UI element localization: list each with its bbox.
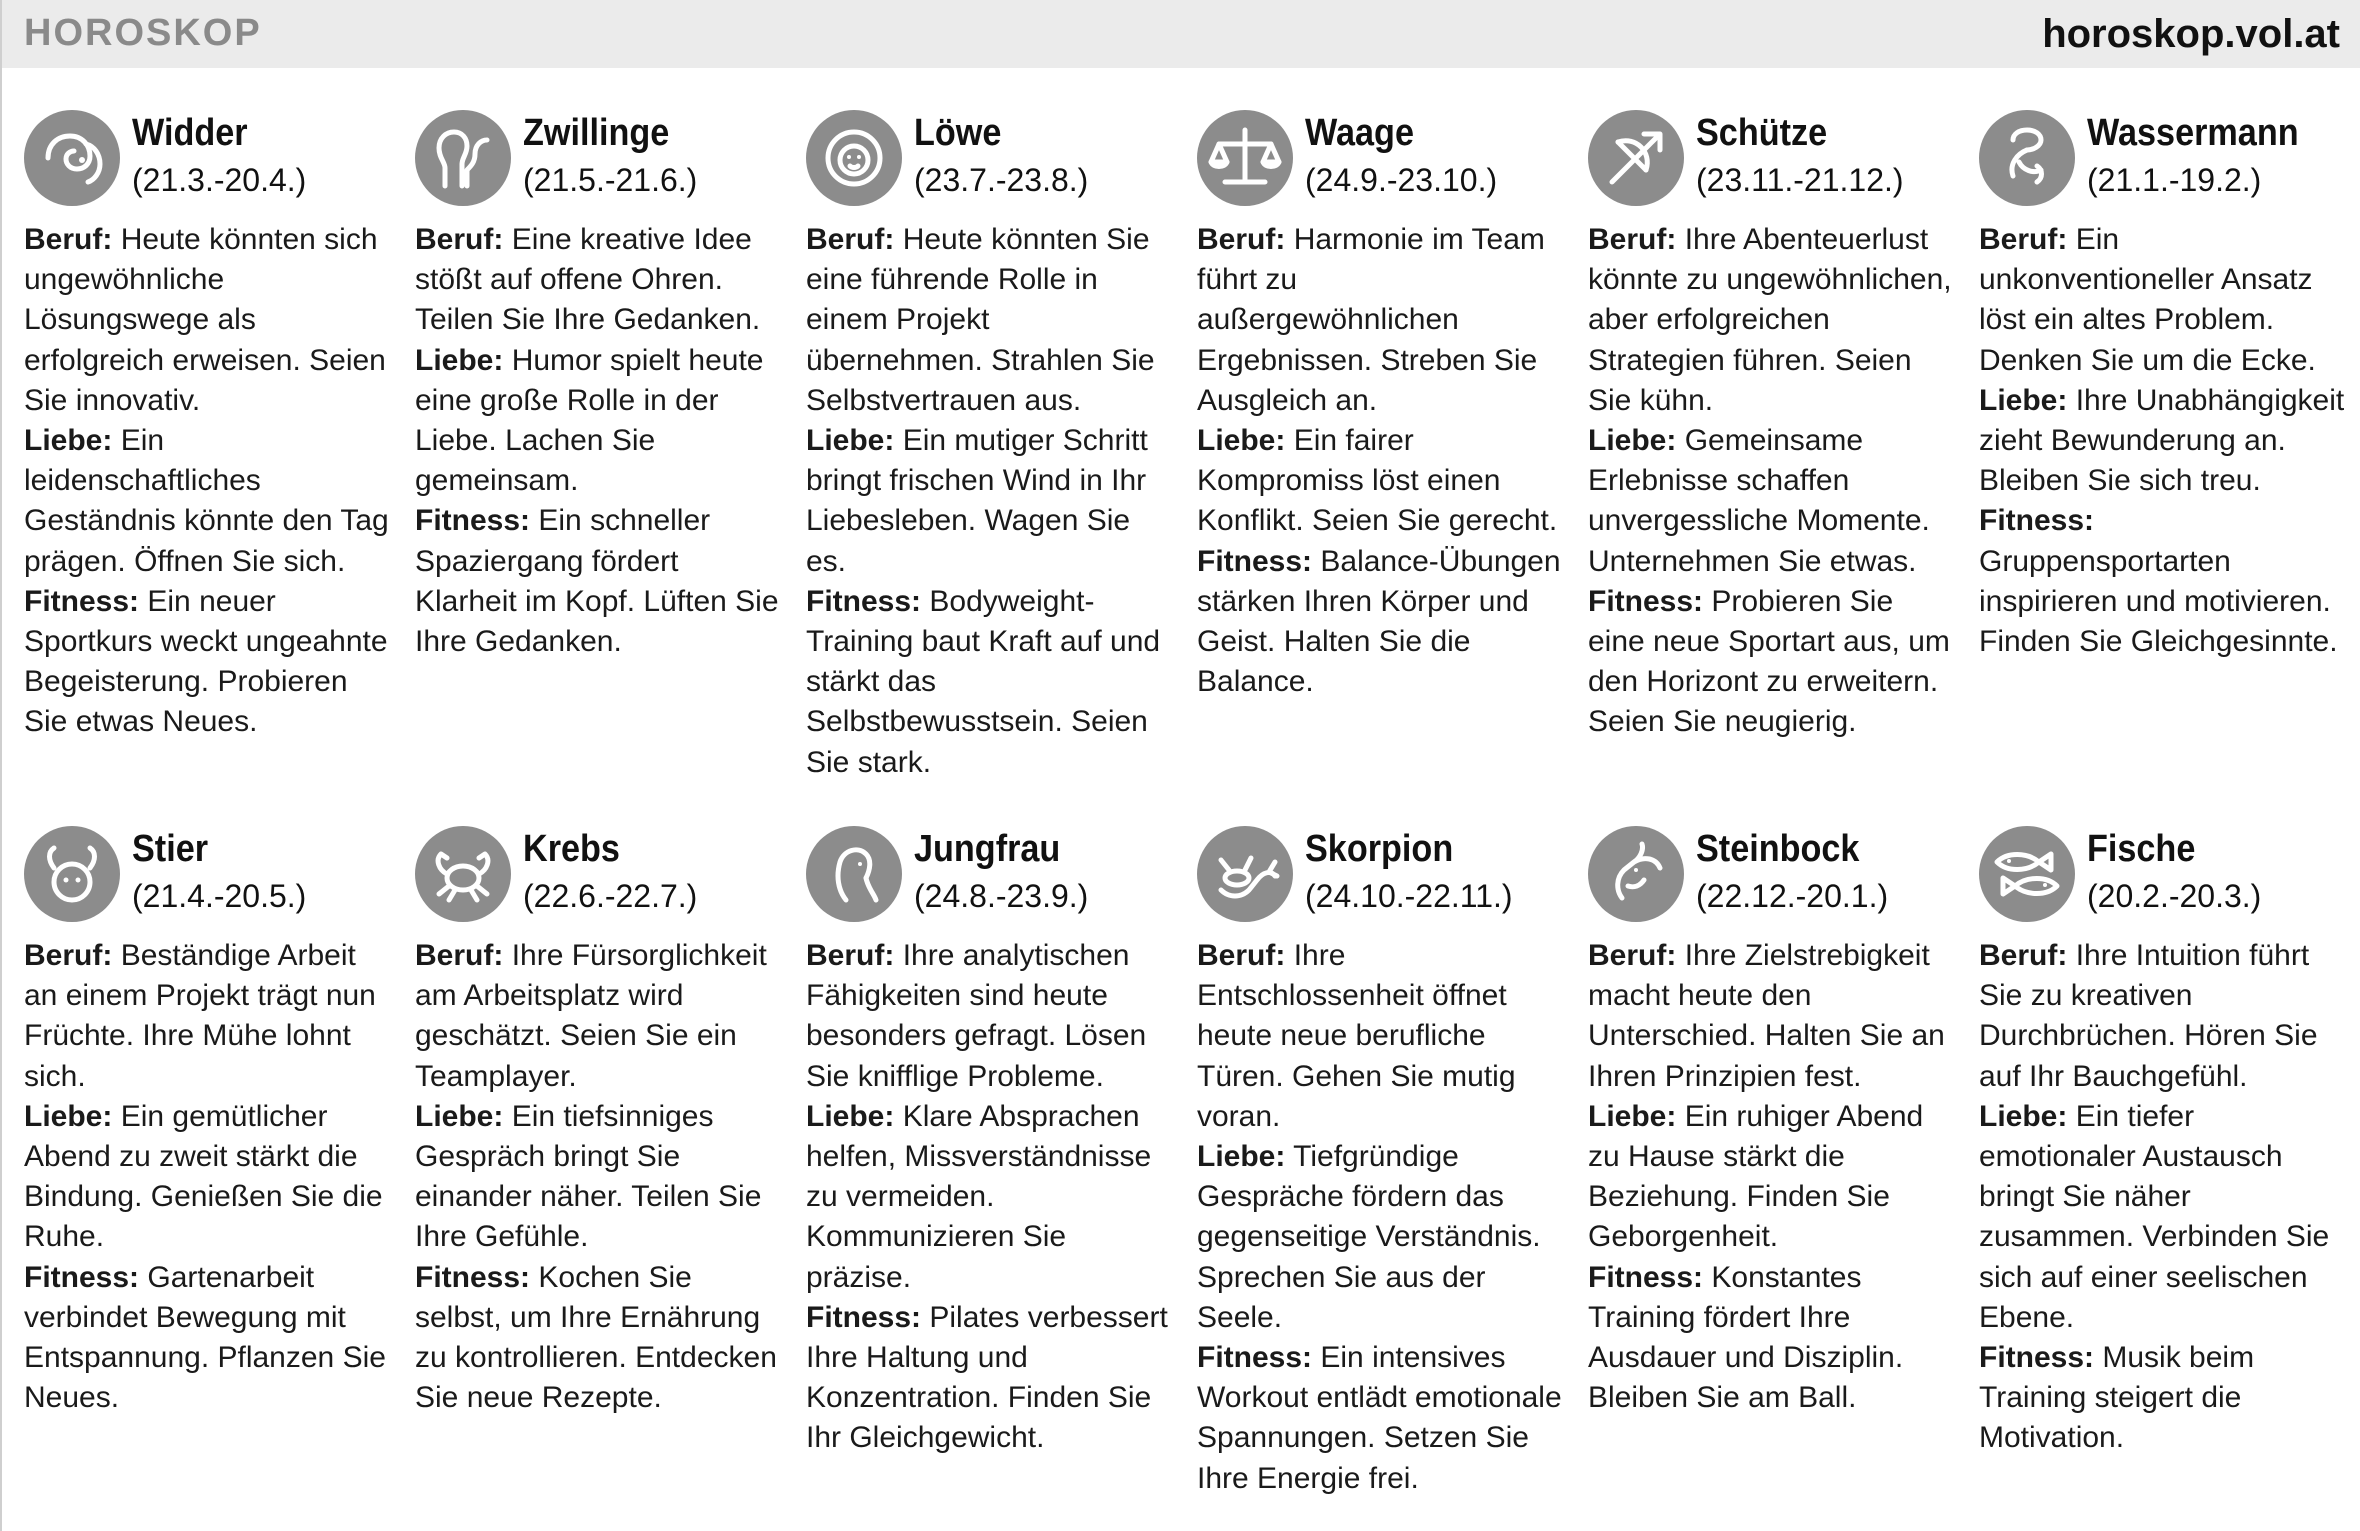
sign-header: [1197, 106, 1588, 218]
liebe-paragraph: [1588, 421, 1956, 582]
sign-card-krebs: [415, 822, 806, 1502]
sign-header: [806, 106, 1197, 218]
beruf-label: Beruf:: [1197, 939, 1286, 972]
section-title: HOROSKOP: [24, 12, 262, 54]
fitness-paragraph: [24, 582, 392, 743]
liebe-label: Liebe:: [806, 1099, 895, 1133]
sign-date-range: (24.8.-23.9.): [914, 878, 1089, 914]
liebe-text: Ein leidenschaftliches Geständnis könnte den Tag prägen. Öffnen Sie sich.: [24, 424, 389, 578]
sign-name: Krebs: [523, 828, 620, 870]
beruf-label: Beruf:: [24, 939, 113, 972]
sign-name: Wassermann: [2087, 112, 2299, 154]
liebe-paragraph: [24, 1097, 392, 1258]
fitness-label: Fitness:: [1588, 584, 1704, 618]
liebe-text: Ein ruhiger Abend zu Hause stärkt die Beziehung. Finden Sie Geborgenheit.: [1588, 1099, 1924, 1254]
sign-header: [1588, 106, 1979, 218]
beruf-label: Beruf:: [1197, 223, 1286, 256]
sign-name: Schütze: [1696, 112, 1828, 154]
beruf-text: Heute könnten Sie eine führende Rolle in einem Projekt übernehmen. Strahlen Sie Selbstvertrauen aus.: [806, 223, 1155, 417]
liebe-text: Ein mutiger Schritt bringt frischen Wind in Ihr Liebesleben. Wagen Sie es.: [806, 424, 1148, 578]
fitness-text: Bodyweight-Training baut Kraft auf und stärkt das Selbstbewusstsein. Seien Sie stark.: [806, 584, 1161, 779]
beruf-paragraph: [1588, 220, 1956, 421]
fitness-label: Fitness:: [24, 584, 140, 618]
capricorn-goat-icon: [1588, 826, 1684, 922]
sign-text: [1197, 220, 1565, 702]
scorpio-scorpion-icon: [1197, 826, 1293, 922]
aquarius-water-bearer-icon: [1979, 110, 2075, 206]
libra-scales-icon: [1197, 110, 1293, 206]
sign-text: [24, 220, 392, 743]
sign-name: Steinbock: [1696, 828, 1860, 870]
fitness-paragraph: [806, 582, 1174, 783]
liebe-label: Liebe:: [415, 1099, 504, 1133]
beruf-label: Beruf:: [1979, 939, 2068, 972]
fitness-paragraph: [1588, 1258, 1956, 1419]
fitness-text: Ein intensives Workout entlädt emotionale Spannungen. Setzen Sie Ihre Energie frei.: [1197, 1341, 1562, 1495]
sign-date-range: (24.10.-22.11.): [1305, 878, 1513, 914]
beruf-text: Ihre analytischen Fähigkeiten sind heute besonders gefragt. Lösen Sie knifflige Probleme.: [806, 939, 1147, 1093]
liebe-label: Liebe:: [24, 1099, 113, 1133]
fitness-label: Fitness:: [1197, 1341, 1313, 1375]
fitness-label: Fitness:: [415, 1260, 531, 1294]
liebe-label: Liebe:: [806, 424, 895, 458]
beruf-paragraph: [806, 220, 1174, 421]
liebe-paragraph: [1979, 1097, 2347, 1338]
fitness-paragraph: [415, 1258, 783, 1419]
liebe-paragraph: [415, 341, 783, 502]
fitness-paragraph: [1197, 1338, 1565, 1499]
sign-header: [1588, 822, 1979, 934]
sign-header: [415, 822, 806, 934]
fitness-label: Fitness:: [1588, 1260, 1704, 1294]
fitness-paragraph: [1588, 582, 1956, 743]
beruf-text: Beständige Arbeit an einem Projekt trägt nun Früchte. Ihre Mühe lohnt sich.: [24, 939, 376, 1093]
beruf-label: Beruf:: [1979, 223, 2068, 256]
liebe-paragraph: [1197, 421, 1565, 542]
sign-name: Löwe: [914, 112, 1002, 154]
beruf-paragraph: [806, 936, 1174, 1097]
fitness-label: Fitness:: [1979, 504, 2095, 538]
sign-text: [415, 220, 783, 662]
sign-text: [1979, 220, 2347, 662]
fitness-text: Probieren Sie eine neue Sportart aus, um den Horizont zu erweitern. Seien Sie neugierig.: [1588, 584, 1950, 739]
sign-text: [1588, 220, 1956, 743]
beruf-text: Ihre Entschlossenheit öffnet heute neue berufliche Türen. Gehen Sie mutig voran.: [1197, 939, 1516, 1133]
sign-name: Fische: [2087, 828, 2196, 870]
beruf-label: Beruf:: [806, 939, 895, 972]
sign-text: [24, 936, 392, 1418]
fitness-label: Fitness:: [806, 584, 922, 618]
liebe-paragraph: [806, 421, 1174, 582]
liebe-paragraph: [806, 1097, 1174, 1298]
liebe-label: Liebe:: [1979, 1099, 2068, 1133]
site-url[interactable]: horoskop.vol.at: [2042, 12, 2340, 56]
sign-date-range: (22.12.-20.1.): [1696, 878, 1889, 914]
beruf-paragraph: [1588, 936, 1956, 1097]
beruf-paragraph: [415, 220, 783, 341]
sign-text: [1588, 936, 1956, 1418]
sign-card-zwillinge: [415, 106, 806, 822]
liebe-paragraph: [415, 1097, 783, 1258]
sign-name: Waage: [1305, 112, 1414, 154]
beruf-text: Harmonie im Team führt zu außergewöhnlichen Ergebnissen. Streben Sie Ausgleich an.: [1197, 223, 1545, 417]
liebe-text: Ein fairer Kompromiss löst einen Konflikt. Seien Sie gerecht.: [1197, 424, 1558, 538]
sign-date-range: (21.1.-19.2.): [2087, 162, 2262, 198]
signs-grid: [24, 106, 2344, 1502]
fitness-label: Fitness:: [1197, 544, 1313, 578]
beruf-paragraph: [24, 936, 392, 1097]
sign-text: [806, 936, 1174, 1459]
sign-date-range: (24.9.-23.10.): [1305, 162, 1498, 198]
sagittarius-bow-icon: [1588, 110, 1684, 206]
sign-header: [806, 822, 1197, 934]
beruf-label: Beruf:: [806, 223, 895, 256]
fitness-label: Fitness:: [1979, 1341, 2095, 1375]
fitness-text: Konstantes Training fördert Ihre Ausdauer und Disziplin. Bleiben Sie am Ball.: [1588, 1260, 1904, 1415]
sign-date-range: (23.7.-23.8.): [914, 162, 1089, 198]
liebe-text: Gemeinsame Erlebnisse schaffen unvergessliche Momente. Unternehmen Sie etwas.: [1588, 424, 1930, 578]
sign-header: [415, 106, 806, 218]
sign-card-jungfrau: [806, 822, 1197, 1502]
beruf-paragraph: [1979, 936, 2347, 1097]
sign-card-skorpion: [1197, 822, 1588, 1502]
fitness-text: Gartenarbeit verbindet Bewegung mit Entspannung. Pflanzen Sie Neues.: [24, 1260, 386, 1415]
sign-card-wassermann: [1979, 106, 2360, 822]
fitness-label: Fitness:: [24, 1260, 140, 1294]
beruf-text: Ihre Zielstrebigkeit macht heute den Unterschied. Halten Sie an Ihren Prinzipien fest.: [1588, 939, 1945, 1093]
sign-card-steinbock: [1588, 822, 1979, 1502]
liebe-label: Liebe:: [1979, 383, 2068, 417]
beruf-text: Ihre Intuition führt Sie zu kreativen Durchbrüchen. Hören Sie auf Ihr Bauchgefühl.: [1979, 939, 2318, 1093]
liebe-paragraph: [1197, 1137, 1565, 1338]
beruf-label: Beruf:: [1588, 939, 1677, 972]
liebe-paragraph: [24, 421, 392, 582]
fitness-text: Ein neuer Sportkurs weckt ungeahnte Begeisterung. Probieren Sie etwas Neues.: [24, 584, 388, 739]
fitness-text: Balance-Übungen stärken Ihren Körper und Geist. Halten Sie die Balance.: [1197, 544, 1561, 699]
liebe-text: Klare Absprachen helfen, Missverständnisse zu vermeiden. Kommunizieren Sie präzise.: [806, 1099, 1152, 1294]
sign-card-stier: [24, 822, 415, 1502]
liebe-label: Liebe:: [1588, 1099, 1677, 1133]
header-bar: [2, 0, 2360, 68]
liebe-paragraph: [1979, 381, 2347, 502]
liebe-label: Liebe:: [1197, 1140, 1286, 1174]
sign-card-löwe: [806, 106, 1197, 822]
cancer-crab-icon: [415, 826, 511, 922]
beruf-label: Beruf:: [415, 939, 504, 972]
sign-name: Skorpion: [1305, 828, 1454, 870]
sign-name: Zwillinge: [523, 112, 670, 154]
sign-header: [1979, 106, 2360, 218]
fitness-text: Musik beim Training steigert die Motivation.: [1979, 1341, 2255, 1455]
fitness-label: Fitness:: [415, 504, 531, 538]
taurus-bull-icon: [24, 826, 120, 922]
beruf-text: Eine kreative Idee stößt auf offene Ohren. Teilen Sie Ihre Gedanken.: [415, 223, 761, 337]
beruf-paragraph: [1197, 220, 1565, 421]
sign-date-range: (22.6.-22.7.): [523, 878, 698, 914]
beruf-paragraph: [24, 220, 392, 421]
sign-card-waage: [1197, 106, 1588, 822]
liebe-text: Humor spielt heute eine große Rolle in der Liebe. Lachen Sie gemeinsam.: [415, 343, 764, 498]
fitness-text: Ein schneller Spaziergang fördert Klarheit im Kopf. Lüften Sie Ihre Gedanken.: [415, 504, 779, 659]
liebe-label: Liebe:: [1588, 424, 1677, 458]
liebe-label: Liebe:: [24, 424, 113, 458]
liebe-text: Ein tiefsinniges Gespräch bringt Sie einander näher. Teilen Sie Ihre Gefühle.: [415, 1099, 762, 1254]
beruf-paragraph: [415, 936, 783, 1097]
sign-header: [24, 822, 415, 934]
fitness-text: Gruppensportarten inspirieren und motivieren. Finden Sie Gleichgesinnte.: [1979, 544, 2338, 659]
sign-date-range: (23.11.-21.12.): [1696, 162, 1904, 198]
beruf-label: Beruf:: [1588, 223, 1677, 256]
fitness-paragraph: [415, 501, 783, 662]
beruf-label: Beruf:: [415, 223, 504, 256]
sign-text: [1979, 936, 2347, 1459]
liebe-text: Tiefgründige Gespräche fördern das gegenseitige Verständnis. Sprechen Sie aus der Seele.: [1197, 1140, 1541, 1334]
sign-text: [415, 936, 783, 1418]
sign-date-range: (21.3.-20.4.): [132, 162, 307, 198]
beruf-paragraph: [1979, 220, 2347, 381]
sign-header: [1979, 822, 2360, 934]
liebe-label: Liebe:: [1197, 424, 1286, 458]
sign-card-schütze: [1588, 106, 1979, 822]
beruf-text: Ein unkonventioneller Ansatz löst ein altes Problem. Denken Sie um die Ecke.: [1979, 223, 2316, 377]
leo-lion-icon: [806, 110, 902, 206]
liebe-text: Ein tiefer emotionaler Austausch bringt Sie näher zusammen. Verbinden Sie sich auf einer seelischen Ebene.: [1979, 1099, 2330, 1334]
fitness-label: Fitness:: [806, 1300, 922, 1334]
sign-date-range: (20.2.-20.3.): [2087, 878, 2262, 914]
sign-date-range: (21.4.-20.5.): [132, 878, 307, 914]
sign-name: Stier: [132, 828, 209, 870]
virgo-maiden-icon: [806, 826, 902, 922]
beruf-paragraph: [1197, 936, 1565, 1137]
fitness-text: Pilates verbessert Ihre Haltung und Konzentration. Finden Sie Ihr Gleichgewicht.: [806, 1300, 1168, 1455]
fitness-text: Kochen Sie selbst, um Ihre Ernährung zu kontrollieren. Entdecken Sie neue Rezepte.: [415, 1260, 777, 1415]
sign-name: Widder: [132, 112, 248, 154]
sign-header: [1197, 822, 1588, 934]
liebe-paragraph: [1588, 1097, 1956, 1258]
aries-ram-icon: [24, 110, 120, 206]
fitness-paragraph: [24, 1258, 392, 1419]
fitness-paragraph: [1979, 501, 2347, 662]
sign-date-range: (21.5.-21.6.): [523, 162, 698, 198]
liebe-label: Liebe:: [415, 343, 504, 377]
liebe-text: Ihre Unabhängigkeit zieht Bewunderung an. Bleiben Sie sich treu.: [1979, 383, 2345, 498]
fitness-paragraph: [806, 1298, 1174, 1459]
pisces-fish-icon: [1979, 826, 2075, 922]
beruf-text: Ihre Abenteuerlust könnte zu ungewöhnlichen, aber erfolgreichen Strategien führen. Seien Sie kühn.: [1588, 223, 1952, 417]
sign-text: [1197, 936, 1565, 1499]
fitness-paragraph: [1197, 542, 1565, 703]
liebe-text: Ein gemütlicher Abend zu zweit stärkt die Bindung. Genießen Sie die Ruhe.: [24, 1099, 383, 1254]
beruf-label: Beruf:: [24, 223, 113, 256]
sign-name: Jungfrau: [914, 828, 1061, 870]
sign-header: [24, 106, 415, 218]
sign-card-fische: [1979, 822, 2360, 1502]
sign-card-widder: [24, 106, 415, 822]
fitness-paragraph: [1979, 1338, 2347, 1459]
gemini-twins-icon: [415, 110, 511, 206]
beruf-text: Ihre Fürsorglichkeit am Arbeitsplatz wird geschätzt. Seien Sie ein Teamplayer.: [415, 939, 767, 1093]
beruf-text: Heute könnten sich ungewöhnliche Lösungswege als erfolgreich erweisen. Seien Sie innovativ.: [24, 223, 386, 417]
sign-text: [806, 220, 1174, 783]
